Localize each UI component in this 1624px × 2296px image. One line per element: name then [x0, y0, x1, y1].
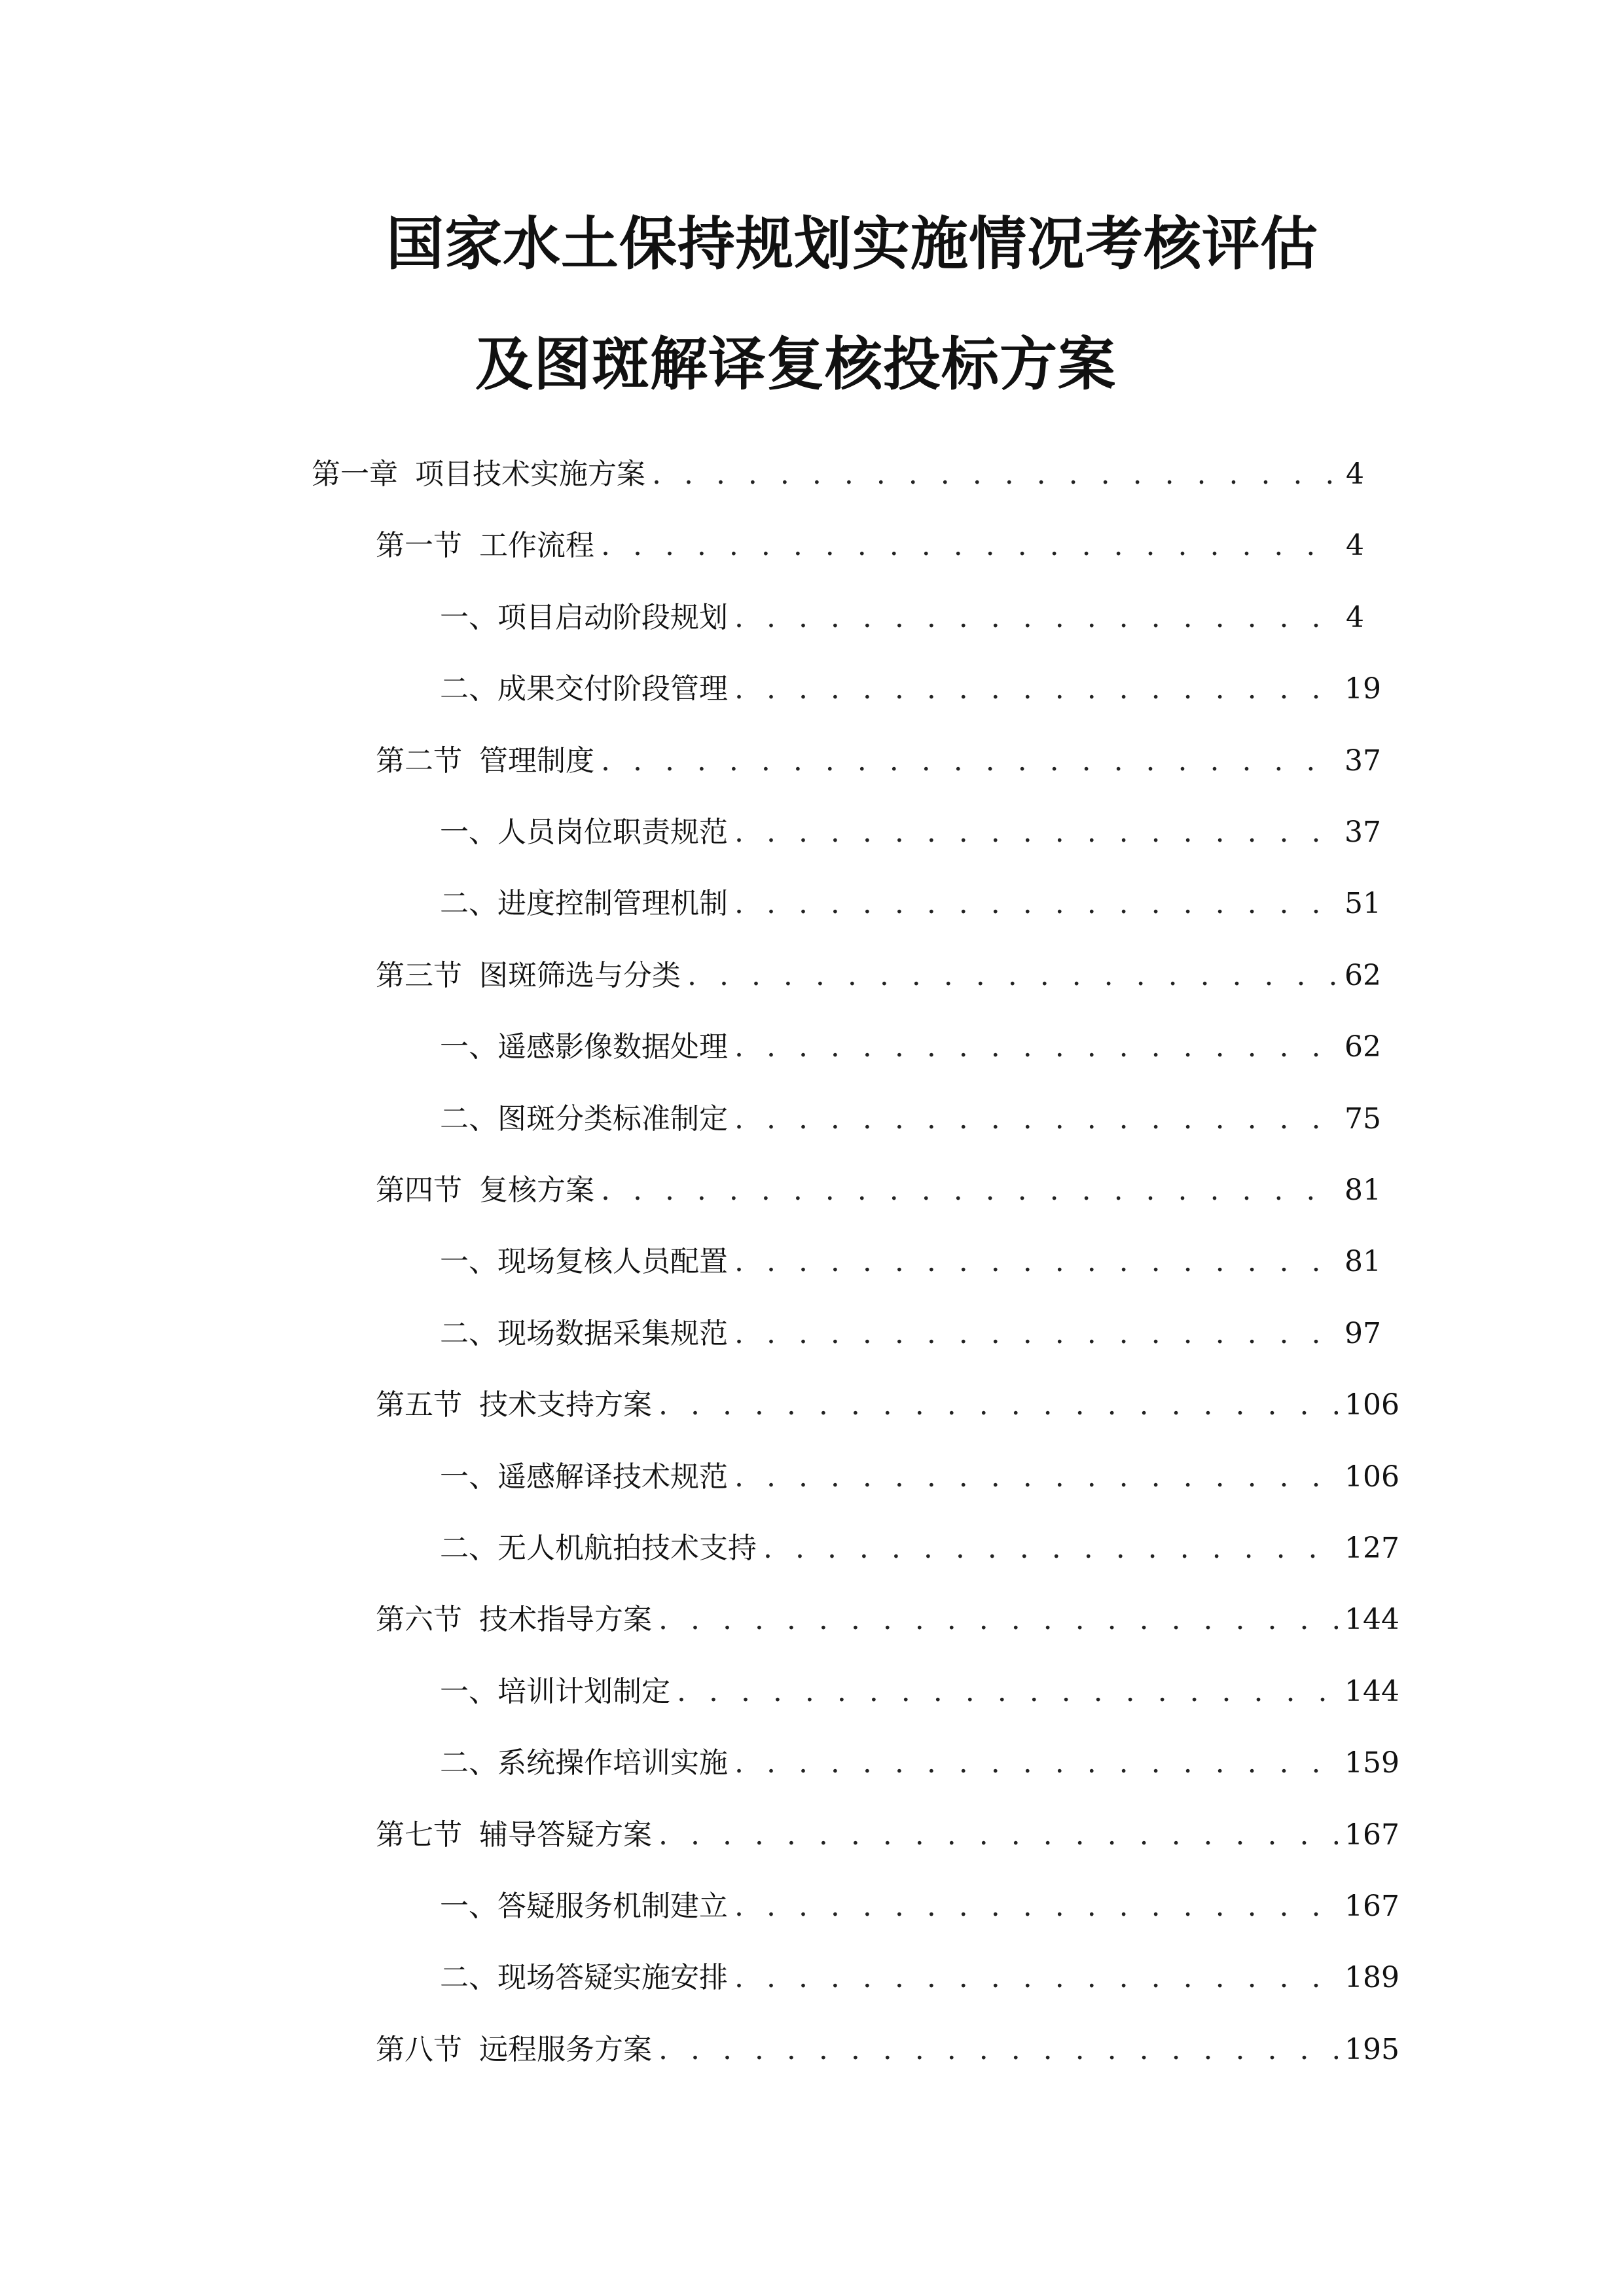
toc-entry[interactable] [440, 1454, 1399, 1500]
toc-entry-page-number: 81 [1344, 1174, 1381, 1207]
toc-entry[interactable] [440, 1884, 1399, 1929]
toc-entry-number: 第一节 [376, 529, 462, 562]
toc-entry-title: 项目启动阶段规划 [497, 601, 728, 634]
toc-entry[interactable] [440, 1740, 1399, 1786]
toc-entry-page-number: 189 [1344, 1961, 1399, 1994]
toc-dot-leader [734, 595, 1338, 641]
toc-entry-page-number: 167 [1344, 1890, 1399, 1923]
toc-entry-number: 第七节 [376, 1818, 462, 1852]
toc-entry-page-number: 195 [1344, 2033, 1399, 2066]
toc-entry-number: 第三节 [376, 959, 462, 992]
toc-entry-page-number: 127 [1344, 1532, 1399, 1565]
toc-entry-number: 一、 [440, 1460, 497, 1494]
toc-entry[interactable] [440, 1239, 1381, 1285]
toc-entry-title: 遥感解译技术规范 [497, 1460, 728, 1494]
toc-dot-leader [734, 1955, 1338, 2001]
toc-entry[interactable] [376, 953, 1381, 999]
toc-dot-leader [734, 881, 1338, 927]
toc-entry[interactable] [440, 810, 1381, 855]
toc-entry-title: 技术指导方案 [479, 1603, 652, 1636]
toc-dot-leader [601, 1168, 1338, 1213]
toc-entry-title: 现场复核人员配置 [497, 1245, 728, 1278]
document-title-line-1: 国家水土保持规划实施情况考核评估 [386, 210, 1319, 278]
toc-entry-number: 一、 [440, 816, 497, 849]
toc-entry-title: 现场数据采集规范 [497, 1317, 728, 1350]
toc-entry-number: 一、 [440, 601, 497, 634]
toc-entry[interactable] [376, 1812, 1399, 1858]
toc-dot-leader [763, 1526, 1338, 1571]
toc-entry-number: 一、 [440, 1675, 497, 1708]
toc-entry-number: 第一章 [312, 457, 398, 491]
toc-dot-leader [734, 1740, 1338, 1786]
toc-entry-title: 图斑分类标准制定 [497, 1102, 728, 1136]
toc-dot-leader [734, 1096, 1338, 1142]
toc-entry-title: 复核方案 [479, 1174, 594, 1207]
toc-entry[interactable] [376, 1597, 1399, 1643]
toc-entry-number: 二、 [440, 1961, 497, 1994]
toc-entry-title: 技术支持方案 [479, 1388, 652, 1422]
document-title-line-2: 及图斑解译复核投标方案 [475, 331, 1117, 398]
toc-entry-title: 管理制度 [479, 744, 594, 778]
toc-entry-number: 二、 [440, 1532, 497, 1565]
toc-entry-page-number: 62 [1344, 1030, 1381, 1064]
toc-entry-number: 第四节 [376, 1174, 462, 1207]
toc-entry[interactable] [440, 595, 1364, 641]
toc-dot-leader [734, 1311, 1338, 1357]
toc-entry-number: 二、 [440, 1746, 497, 1780]
toc-dot-leader [601, 738, 1338, 784]
toc-entry-title: 进度控制管理机制 [497, 887, 728, 920]
toc-entry-title: 系统操作培训实施 [497, 1746, 728, 1780]
toc-entry[interactable] [312, 452, 1364, 497]
toc-entry-title: 远程服务方案 [479, 2033, 652, 2066]
toc-entry[interactable] [440, 1526, 1399, 1571]
toc-entry[interactable] [376, 738, 1381, 784]
toc-dot-leader [659, 1382, 1338, 1428]
toc-entry-page-number: 4 [1346, 529, 1364, 562]
toc-entry-number: 二、 [440, 672, 497, 706]
toc-entry[interactable] [376, 1382, 1399, 1428]
toc-entry-number: 二、 [440, 1102, 497, 1136]
toc-entry-page-number: 51 [1344, 887, 1381, 920]
toc-entry-title: 遥感影像数据处理 [497, 1030, 728, 1064]
toc-dot-leader [659, 2027, 1338, 2073]
toc-entry-page-number: 19 [1344, 672, 1381, 706]
toc-entry-title: 辅导答疑方案 [479, 1818, 652, 1852]
toc-entry-page-number: 159 [1344, 1746, 1399, 1780]
toc-dot-leader [601, 523, 1338, 569]
toc-entry-page-number: 75 [1344, 1102, 1381, 1136]
toc-entry-page-number: 144 [1344, 1675, 1399, 1708]
toc-entry-title: 成果交付阶段管理 [497, 672, 728, 706]
toc-entry-page-number: 97 [1344, 1317, 1381, 1350]
toc-entry-page-number: 81 [1344, 1245, 1381, 1278]
toc-entry-title: 项目技术实施方案 [415, 457, 645, 491]
toc-dot-leader [659, 1812, 1338, 1858]
toc-entry-number: 第二节 [376, 744, 462, 778]
toc-entry-title: 人员岗位职责规范 [497, 816, 728, 849]
toc-entry-title: 图斑筛选与分类 [479, 959, 681, 992]
toc-dot-leader [734, 1024, 1338, 1070]
toc-entry-page-number: 4 [1346, 601, 1364, 634]
toc-dot-leader [659, 1597, 1338, 1643]
toc-dot-leader [734, 1884, 1338, 1929]
toc-entry[interactable] [376, 2027, 1399, 2073]
toc-entry-number: 一、 [440, 1890, 497, 1923]
toc-entry-page-number: 4 [1346, 457, 1364, 491]
toc-entry-page-number: 37 [1344, 744, 1381, 778]
toc-dot-leader [687, 953, 1338, 999]
toc-entry[interactable] [440, 1096, 1381, 1142]
toc-entry-title: 培训计划制定 [497, 1675, 670, 1708]
toc-entry-number: 第六节 [376, 1603, 462, 1636]
toc-entry[interactable] [376, 523, 1364, 569]
toc-entry-page-number: 37 [1344, 816, 1381, 849]
toc-entry-title: 无人机航拍技术支持 [497, 1532, 757, 1565]
toc-entry-page-number: 106 [1344, 1460, 1399, 1494]
toc-entry-page-number: 144 [1344, 1603, 1399, 1636]
toc-dot-leader [734, 1454, 1338, 1500]
toc-dot-leader [734, 666, 1338, 712]
toc-entry-title: 答疑服务机制建立 [497, 1890, 728, 1923]
toc-entry-title: 现场答疑实施安排 [497, 1961, 728, 1994]
toc-dot-leader [734, 1239, 1338, 1285]
toc-entry-number: 二、 [440, 1317, 497, 1350]
toc-entry-number: 一、 [440, 1245, 497, 1278]
toc-entry[interactable] [440, 1311, 1381, 1357]
toc-entry-number: 一、 [440, 1030, 497, 1064]
toc-entry-page-number: 167 [1344, 1818, 1399, 1852]
toc-entry[interactable] [440, 1669, 1399, 1715]
toc-entry-number: 第五节 [376, 1388, 462, 1422]
toc-dot-leader [677, 1669, 1338, 1715]
toc-entry-title: 工作流程 [479, 529, 594, 562]
toc-entry[interactable] [440, 1024, 1381, 1070]
toc-entry[interactable] [440, 1955, 1399, 2001]
toc-entry-page-number: 62 [1344, 959, 1381, 992]
toc-dot-leader [652, 452, 1338, 497]
toc-entry-number: 第八节 [376, 2033, 462, 2066]
toc-entry[interactable] [440, 881, 1381, 927]
toc-entry[interactable] [376, 1168, 1381, 1213]
toc-dot-leader [734, 810, 1338, 855]
toc-entry-page-number: 106 [1344, 1388, 1399, 1422]
toc-entry-number: 二、 [440, 887, 497, 920]
toc-entry[interactable] [440, 666, 1381, 712]
